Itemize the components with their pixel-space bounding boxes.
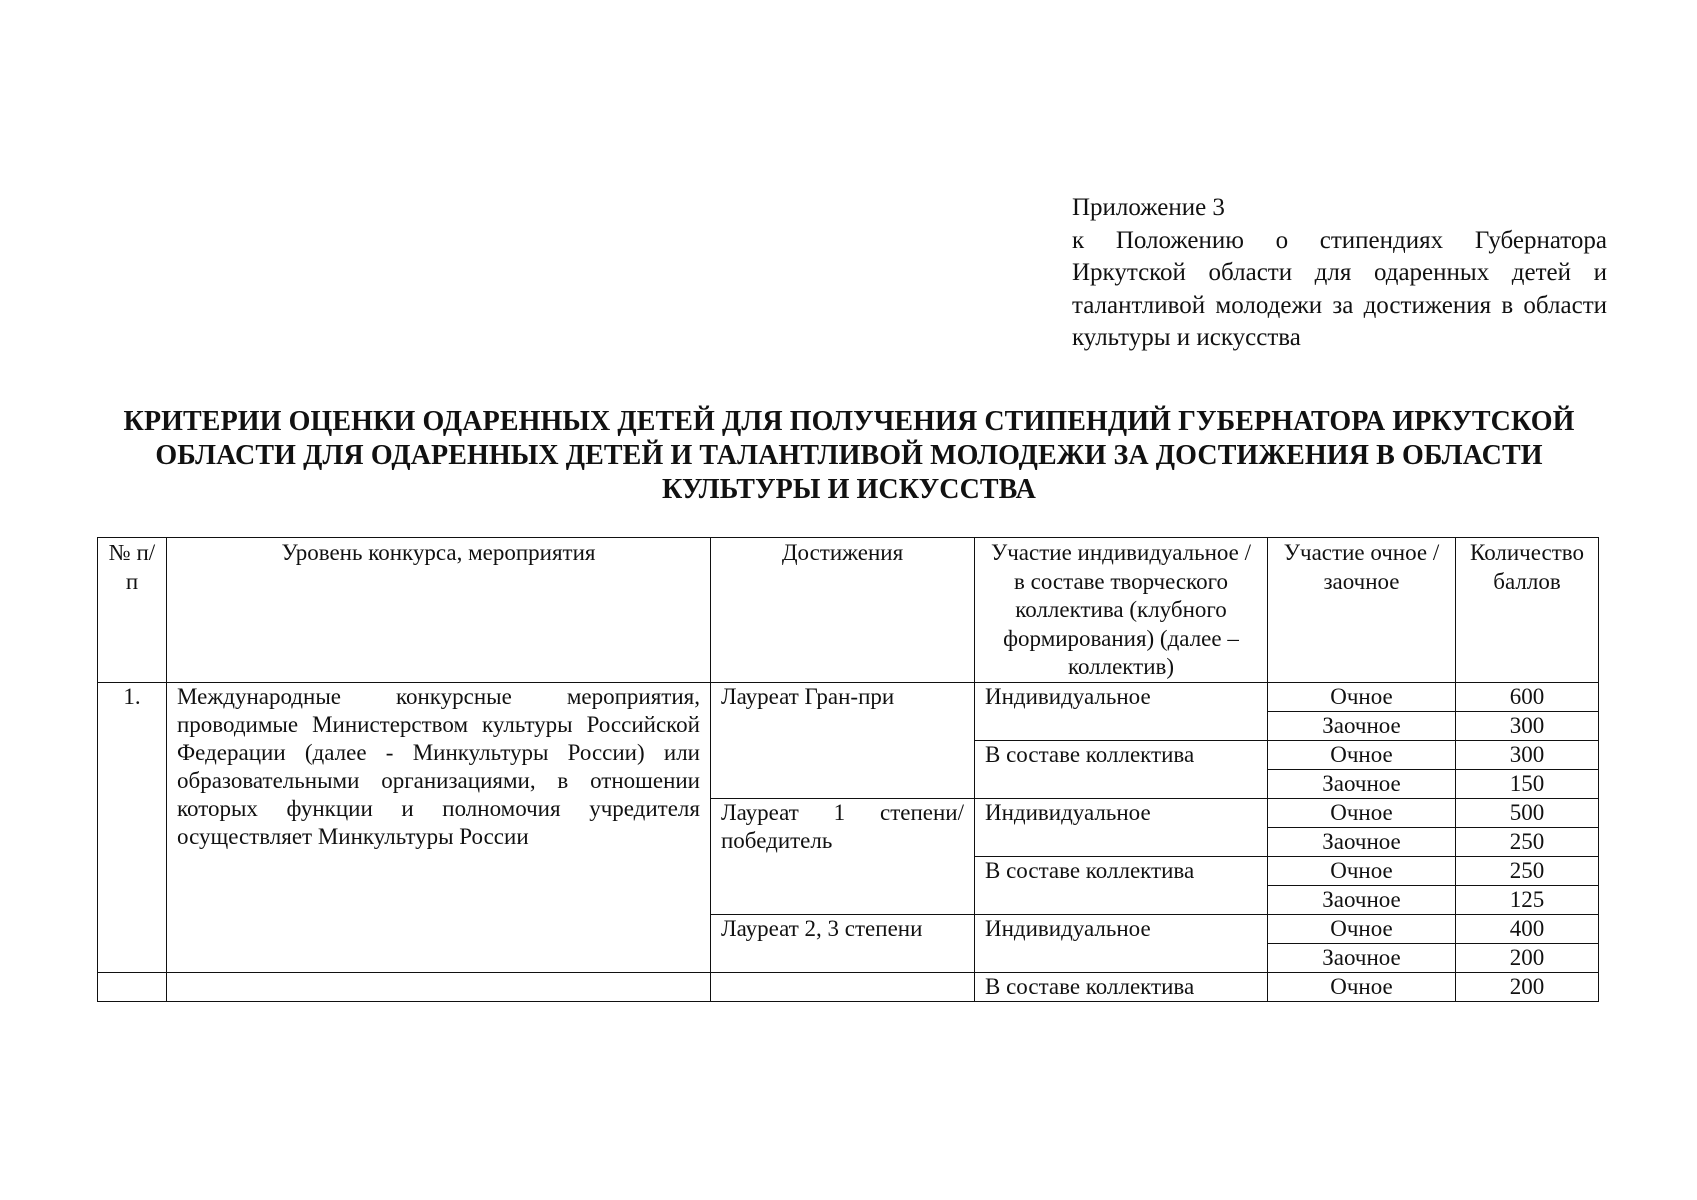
header-achievements: Достижения	[711, 538, 975, 683]
contest-level: Международные конкурсные мероприятия, проводимые Министерством культуры Российской Федерации (далее - Минкультуры России) или образовательными организациями, в отношении которых функции и полномочия учредителя осуществляет Минкультуры России	[167, 682, 711, 972]
achievement-first-degree-line1: Лауреат 1 степени/	[721, 799, 964, 825]
points-value: 400	[1456, 914, 1599, 943]
participation-individual: Индивидуальное	[975, 798, 1268, 856]
appendix-header	[1072, 192, 1607, 355]
row-number: 1.	[98, 682, 167, 972]
points-value: 300	[1456, 711, 1599, 740]
mode-distance: Заочное	[1268, 711, 1456, 740]
table-header-row	[98, 538, 1599, 683]
achievement-first-degree-line2: победитель	[721, 827, 833, 853]
header-participation: Участие индивидуальное / в составе творческого коллектива (клубного формирования) (далее – коллектив)	[975, 538, 1268, 683]
points-value: 250	[1456, 827, 1599, 856]
criteria-table	[97, 537, 1599, 1002]
table-row	[98, 682, 1599, 711]
mode-distance: Заочное	[1268, 885, 1456, 914]
header-points: Количество баллов	[1456, 538, 1599, 683]
points-value: 600	[1456, 682, 1599, 711]
appendix-reference: к Положению о стипендиях Губернатора Иркутской области для одаренных детей и талантливой молодежи за достижения в области культуры и искусства	[1072, 226, 1607, 351]
mode-distance: Заочное	[1268, 769, 1456, 798]
participation-collective: В составе коллектива	[975, 972, 1268, 1001]
mode-fulltime: Очное	[1268, 856, 1456, 885]
achievement-first-degree	[711, 798, 975, 914]
appendix-number: Приложение 3	[1072, 194, 1225, 221]
participation-collective: В составе коллектива	[975, 740, 1268, 798]
points-value: 200	[1456, 972, 1599, 1001]
mode-fulltime: Очное	[1268, 682, 1456, 711]
mode-distance: Заочное	[1268, 943, 1456, 972]
mode-fulltime: Очное	[1268, 740, 1456, 769]
points-value: 200	[1456, 943, 1599, 972]
mode-distance: Заочное	[1268, 827, 1456, 856]
points-value: 150	[1456, 769, 1599, 798]
empty-cell	[167, 972, 711, 1001]
mode-fulltime: Очное	[1268, 798, 1456, 827]
document-title: КРИТЕРИИ ОЦЕНКИ ОДАРЕННЫХ ДЕТЕЙ ДЛЯ ПОЛУЧЕНИЯ СТИПЕНДИЙ ГУБЕРНАТОРА ИРКУТСКОЙ ОБЛАСТИ ДЛЯ ОДАРЕННЫХ ДЕТЕЙ И ТАЛАНТЛИВОЙ МОЛОДЕЖИ ЗА ДОСТИЖЕНИЯ В ОБЛАСТИ КУЛЬТУРЫ И ИСКУССТВА	[123, 406, 1575, 505]
participation-collective: В составе коллектива	[975, 856, 1268, 914]
mode-fulltime: Очное	[1268, 972, 1456, 1001]
points-value: 500	[1456, 798, 1599, 827]
participation-individual: Индивидуальное	[975, 682, 1268, 740]
points-value: 125	[1456, 885, 1599, 914]
header-mode: Участие очное / заочное	[1268, 538, 1456, 683]
header-num: № п/п	[98, 538, 167, 683]
empty-cell	[98, 972, 167, 1001]
participation-individual: Индивидуальное	[975, 914, 1268, 972]
header-level: Уровень конкурса, мероприятия	[167, 538, 711, 683]
achievement-second-third-degree: Лауреат 2, 3 степени	[711, 914, 975, 972]
table-row	[98, 972, 1599, 1001]
empty-cell	[711, 972, 975, 1001]
points-value: 300	[1456, 740, 1599, 769]
achievement-grand-prix: Лауреат Гран-при	[711, 682, 975, 798]
mode-fulltime: Очное	[1268, 914, 1456, 943]
points-value: 250	[1456, 856, 1599, 885]
